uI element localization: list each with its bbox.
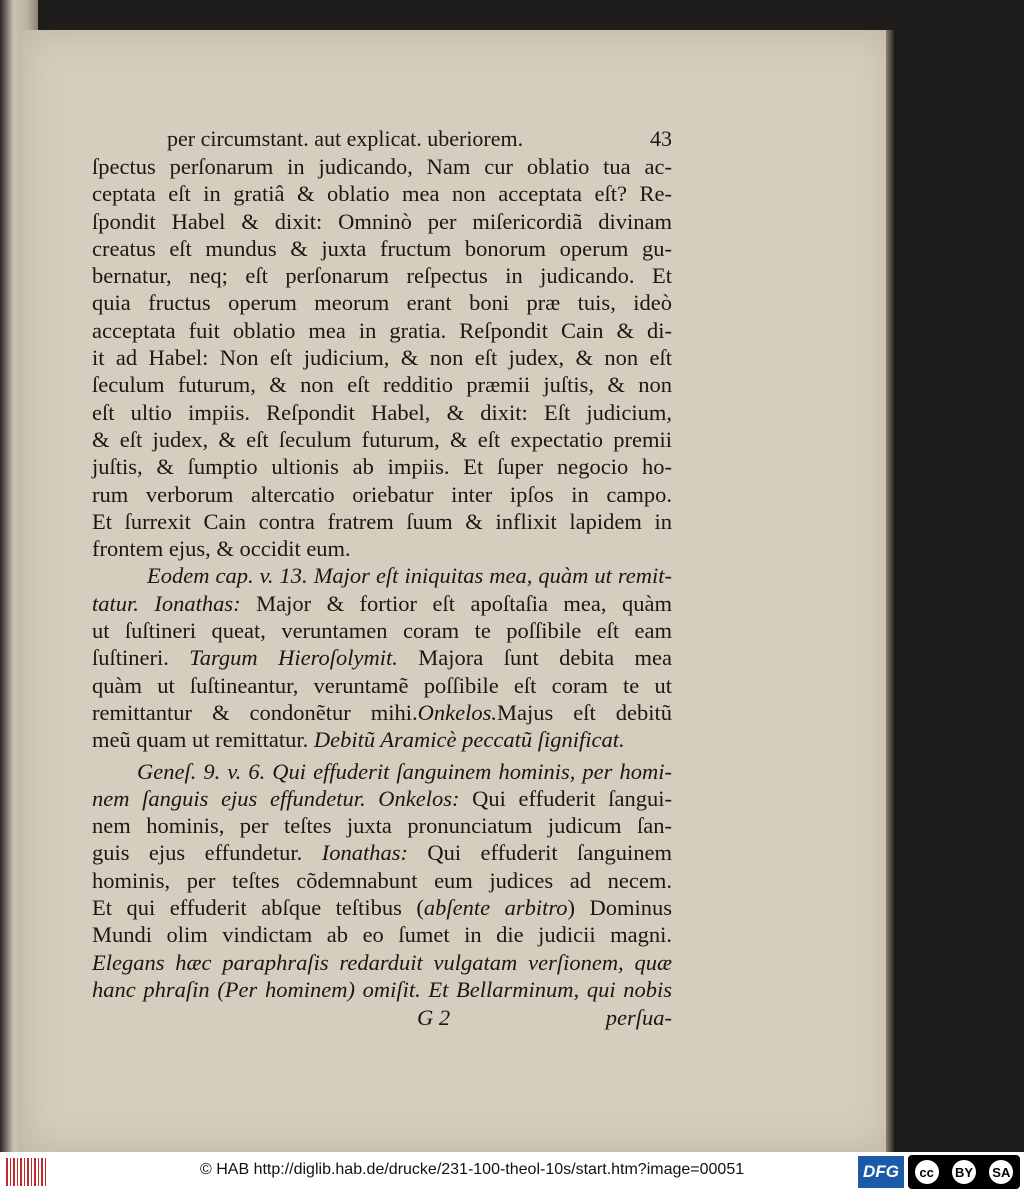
text-line: ſpectus perſonarum in judicando, Nam cur oblatio tua ac- bbox=[92, 154, 672, 179]
text-line: Et qui effuderit abſque teſtibus (abſente arbitro) Dominus bbox=[92, 895, 673, 921]
text-line: eſt ultio impiis. Reſpondit Habel, & dixit: Eſt judicium, bbox=[92, 399, 672, 425]
book-page bbox=[22, 30, 892, 1152]
signature-line bbox=[92, 1003, 672, 1033]
cc-license-badge[interactable] bbox=[908, 1155, 1020, 1189]
running-header bbox=[92, 125, 672, 153]
text-line: juſtis, & ſumptio ultionis ab impiis. Et ſuper negocio ho- bbox=[92, 454, 672, 480]
cc-icon: cc bbox=[915, 1160, 939, 1184]
paragraph-2 bbox=[92, 562, 672, 753]
paragraph-3 bbox=[92, 758, 672, 1004]
text-line: Mundi olim vindictam ab eo ſumet in die judicii magni. bbox=[92, 922, 672, 948]
text-line: nem ſanguis ejus effundetur. Onkelos: Qui effuderit ſangui- bbox=[92, 785, 673, 811]
text-line: ſpondit Habel & dixit: Omninò per miſericordiã divinam bbox=[92, 208, 672, 234]
text-line: acceptata fuit oblatio mea in gratia. Reſpondit Cain & di- bbox=[92, 317, 672, 343]
text-line: bernatur, neq; eſt perſonarum reſpectus in judicando. Et bbox=[92, 263, 672, 289]
text-line: rum verborum altercatio oriebatur inter ipſos in campo. bbox=[92, 481, 672, 507]
sa-icon: SA bbox=[989, 1160, 1013, 1184]
text-line: Et ſurrexit Cain contra fratrem ſuum & inflixit lapidem in bbox=[92, 508, 672, 534]
signature-mark: G 2 bbox=[417, 1005, 451, 1031]
running-head: per circumstant. aut explicat. uberiorem. bbox=[167, 126, 524, 151]
text-line: ceptata eſt in gratiâ & oblatio mea non acceptata eſt? Re- bbox=[92, 181, 672, 207]
text-line: guis ejus effundetur. Ionathas: Qui effuderit ſanguinem bbox=[92, 840, 672, 866]
by-icon: BY bbox=[952, 1160, 976, 1184]
text-line: quia fructus operum meorum erant boni præ tuis, ideò bbox=[92, 290, 672, 316]
text-line: frontem ejus, & occidit eum. bbox=[92, 536, 351, 562]
text-line: it ad Habel: Non eſt judicium, & non eſt judex, & non eſt bbox=[92, 345, 672, 371]
paragraph-1 bbox=[92, 153, 672, 562]
page-number: 43 bbox=[650, 126, 672, 151]
footer-url[interactable]: © HAB http://diglib.hab.de/drucke/231-100-theol-10s/start.htm?image=00051 bbox=[200, 1161, 745, 1178]
text-line: Eodem cap. v. 13. Major eſt iniquitas mea, quàm ut remit- bbox=[147, 563, 672, 589]
footer-bar bbox=[0, 1152, 1024, 1192]
text-line: Elegans hæc paraphraſis redarduit vulgatam verſionem, quæ bbox=[92, 949, 672, 975]
text-line: remittantur & condonẽtur mihi.Onkelos.Majus eſt debitũ bbox=[92, 699, 672, 725]
text-line: ſuſtineri. Targum Hieroſolymit. Majora ſunt debita mea bbox=[92, 645, 672, 671]
barcode-logo-icon bbox=[6, 1158, 46, 1186]
text-line: quàm ut ſuſtineantur, veruntamẽ poſſibile eſt coram te ut bbox=[92, 672, 672, 698]
text-line: hanc phraſin (Per hominem) omiſit. Et Bellarminum, qui nobis bbox=[92, 976, 672, 1002]
text-line: meũ quam ut remittatur. Debitũ Aramicè peccatũ ſignificat. bbox=[92, 727, 625, 753]
page-text bbox=[92, 125, 672, 1033]
text-line: nem hominis, per teſtes juxta pronunciatum judicum ſan- bbox=[92, 813, 672, 839]
text-line: & eſt judex, & eſt ſeculum futurum, & eſt expectatio premii bbox=[92, 426, 672, 452]
page-edge-shadow bbox=[886, 30, 894, 1152]
dfg-logo[interactable]: DFG bbox=[858, 1156, 904, 1188]
text-line: tatur. Ionathas: Major & fortior eſt apoſtaſia mea, quàm bbox=[92, 590, 672, 616]
catchword: perſua- bbox=[605, 1005, 672, 1031]
text-line: hominis, per teſtes cõdemnabunt eum judices ad necem. bbox=[92, 867, 672, 893]
text-line: creatus eſt mundus & juxta fructum bonorum operum gu- bbox=[92, 235, 672, 261]
text-line: ſeculum futurum, & non eſt redditio præmii juſtis, & non bbox=[92, 372, 672, 398]
text-line: Geneſ. 9. v. 6. Qui effuderit ſanguinem hominis, per homi- bbox=[137, 758, 672, 784]
text-line: ut ſuſtineri queat, veruntamen coram te poſſibile eſt eam bbox=[92, 618, 672, 644]
